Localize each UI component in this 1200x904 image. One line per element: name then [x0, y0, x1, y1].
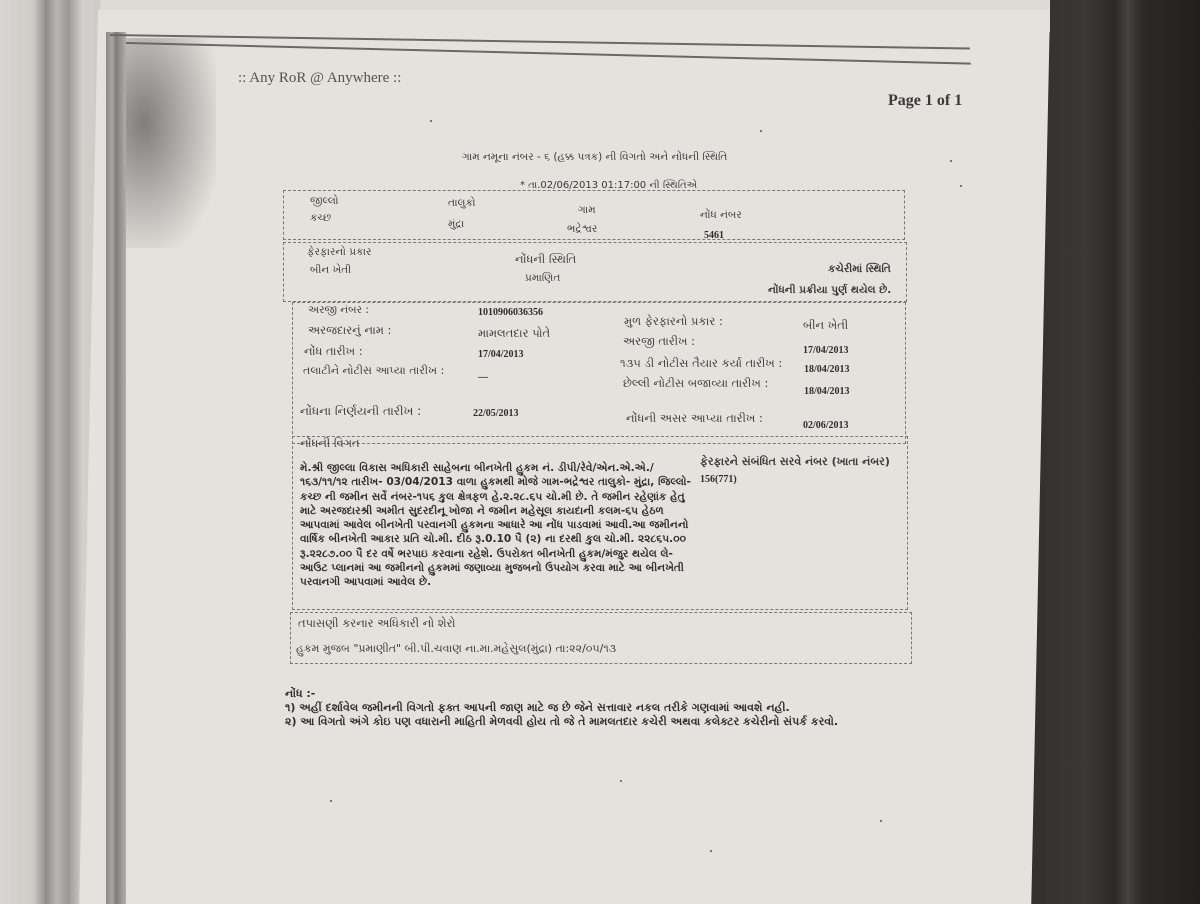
print-speck	[880, 820, 882, 822]
print-speck	[330, 800, 332, 802]
entry-details-label: નોંધની વિગત	[300, 436, 360, 450]
notes-section	[285, 687, 838, 729]
application-no-value: 1010906036356	[478, 307, 543, 318]
page-indicator: Page 1 of 1	[888, 92, 963, 109]
entry-details-text: મે.શ્રી જીલ્લા વિકાસ અધિકારી સાહેબના બીનખેતી હુકમ નં. ડીપી/રેવે/એન.એ.એ./૧૬૩/૧૧/૧૨ તારીખ- 03/04/2013 વાળા હુકમથી મોજે ગામ-ભદ્રેશ્વર તાલુકો- મુંદ્રા, જિલ્લો- કચ્છ ની જમીન સર્વે નંબર-૧૫૬ કુલ ક્ષેત્રફળ હે.૨.૨૮.૬૫ ચો.મી છે. તે જમીન રહેણાંક હેતુ માટે અરજદારશ્રી અમીત સુદરદીનૂ ખોજા ને જમીન મહેસૂલ કાયદાની કલમ-૬૫ હેઠળ આપવામાં આવેલ બીનખેતી પરવાનગી હુકમના આધારે આ નોંધ પાડવામાં આવી.આ જમીનનો વાર્ષિક બીનખેતી આકાર પ્રતિ ચો.મી. દીઠ રૂ.0.10 પૈ (૨) ના દરથી કુલ ચો.મી. ૨૨૮૬૫.૦૦ રૂ.૨૨૮૭.૦૦ પૈ દર વર્ષે ભરપાઇ કરવાના રહેશે. ઉપરોક્ત બીનખેતી હુકમ/મંજુર થયેલ લે-આઉટ પ્લાનમાં આ જમીનનો હુકમમાં જણાવ્યા મુજબનો ઉપયોગ કરવા માટે આ બીનખેતી પરવાનગી આપવામાં આવેલ છે.	[300, 462, 691, 589]
survey-number-value: 156(771)	[700, 474, 737, 485]
entry-date-value: 17/04/2013	[478, 349, 524, 360]
taluka-value: મુંદ્રા	[448, 218, 465, 230]
note-item-2: ૨) આ વિગતો અંગે કોઇ પણ વધારાની માહિતી મેળવવી હોય તો જે તે મામલતદાર કચેરી અથવા કલેક્ટર કચેરીનો સંપર્ક કરવો.	[285, 715, 839, 728]
office-status-value: નોંધની પ્રક્રીયા પુર્ણ થયેલ છે.	[768, 284, 892, 296]
district-value: કચ્છ	[310, 212, 332, 224]
last-notice-date-label: છેલ્લી નોટીસ બજાવ્યા તારીખ :	[623, 376, 769, 390]
print-speck	[760, 130, 762, 132]
entry-status-value: પ્રમાણિત	[525, 272, 561, 284]
change-type-value: બીન ખેતી	[310, 264, 352, 276]
application-no-label: અરજી નંબર :	[308, 304, 369, 316]
notice-135d-date-value: 18/04/2013	[804, 364, 850, 375]
village-value: ભદ્રેશ્વર	[567, 223, 598, 235]
effect-date-value: 02/06/2013	[803, 420, 849, 431]
application-date-value: 17/04/2013	[803, 345, 849, 356]
notes-heading: નોંધ :-	[285, 687, 316, 700]
verification-label: તપાસણી કરનાર અધિકારી નો શેરો	[298, 616, 456, 630]
print-speck	[620, 780, 622, 782]
change-type-label: ફેરફારનો પ્રકાર	[307, 246, 372, 258]
last-notice-date-value: 18/04/2013	[804, 386, 850, 397]
print-speck	[950, 160, 952, 162]
talati-notice-date-label: તલાટીને નોટીસ આપ્યા તારીખ :	[303, 364, 445, 377]
survey-number-label: ફેરફારને સંબંધિત સરવે નંબર (ખાતા નંબર)	[700, 455, 890, 468]
applicant-name-label: અરજદારનું નામ :	[308, 323, 392, 337]
applicant-name-value: મામલતદાર પોતે	[478, 326, 551, 340]
entry-status-label: નોંધની સ્થિતિ	[515, 252, 577, 266]
original-change-type-value: બીન ખેતી	[803, 318, 849, 332]
notice-135d-date-label: ૧૩૫ ડી નોટીસ તૈયાર કર્યા તારીખ :	[620, 356, 783, 370]
village-label: ગામ	[578, 204, 596, 216]
verification-text: હુકમ મુજબ "પ્રમાણીત" બી.પી.ચવાણ ના.મા.મહેસુલ(મુંદ્રા) તા:૨૨/૦૫/૧૩	[296, 642, 617, 655]
original-change-type-label: મુળ ફેરફારનો પ્રકાર :	[624, 314, 723, 328]
entry-date-label: નોંધ તારીખ :	[304, 344, 363, 358]
effect-date-label: નોંધની અસર આપ્યા તારીખ :	[626, 411, 763, 425]
office-status-label: કચેરીમાં સ્થિતિ	[828, 263, 891, 275]
note-item-1: ૧) અહીં દર્શાવેલ જમીનની વિગતો ફક્ત આપની જાણ માટે જ છે જેને સત્તાવાર નકલ તરીકે ગણવામાં આવશે નહી.	[285, 701, 790, 714]
print-speck	[960, 185, 962, 187]
talati-notice-date-value: —	[478, 372, 488, 383]
status-timestamp: * તા.02/06/2013 01:17:00 ની સ્થિતિએ	[520, 180, 698, 191]
print-speck	[710, 850, 712, 852]
document-title: ગામ નમૂના નંબર - ૬ (હક્ક પત્રક) ની વિગતો અને નોંધની સ્થિતિ	[462, 151, 728, 163]
decision-date-value: 22/05/2013	[473, 408, 519, 419]
application-date-label: અરજી તારીખ :	[623, 334, 696, 348]
decision-date-label: નોંધના નિર્ણયની તારીખ :	[300, 404, 422, 418]
district-label: જીલ્લો	[310, 195, 339, 207]
taluka-label: તાલુકો	[448, 197, 476, 209]
brand-header: :: Any RoR @ Anywhere ::	[238, 70, 402, 86]
entry-no-value: 5461	[704, 230, 724, 241]
entry-no-label: નોંધ નંબર	[700, 209, 742, 221]
print-speck	[430, 120, 432, 122]
